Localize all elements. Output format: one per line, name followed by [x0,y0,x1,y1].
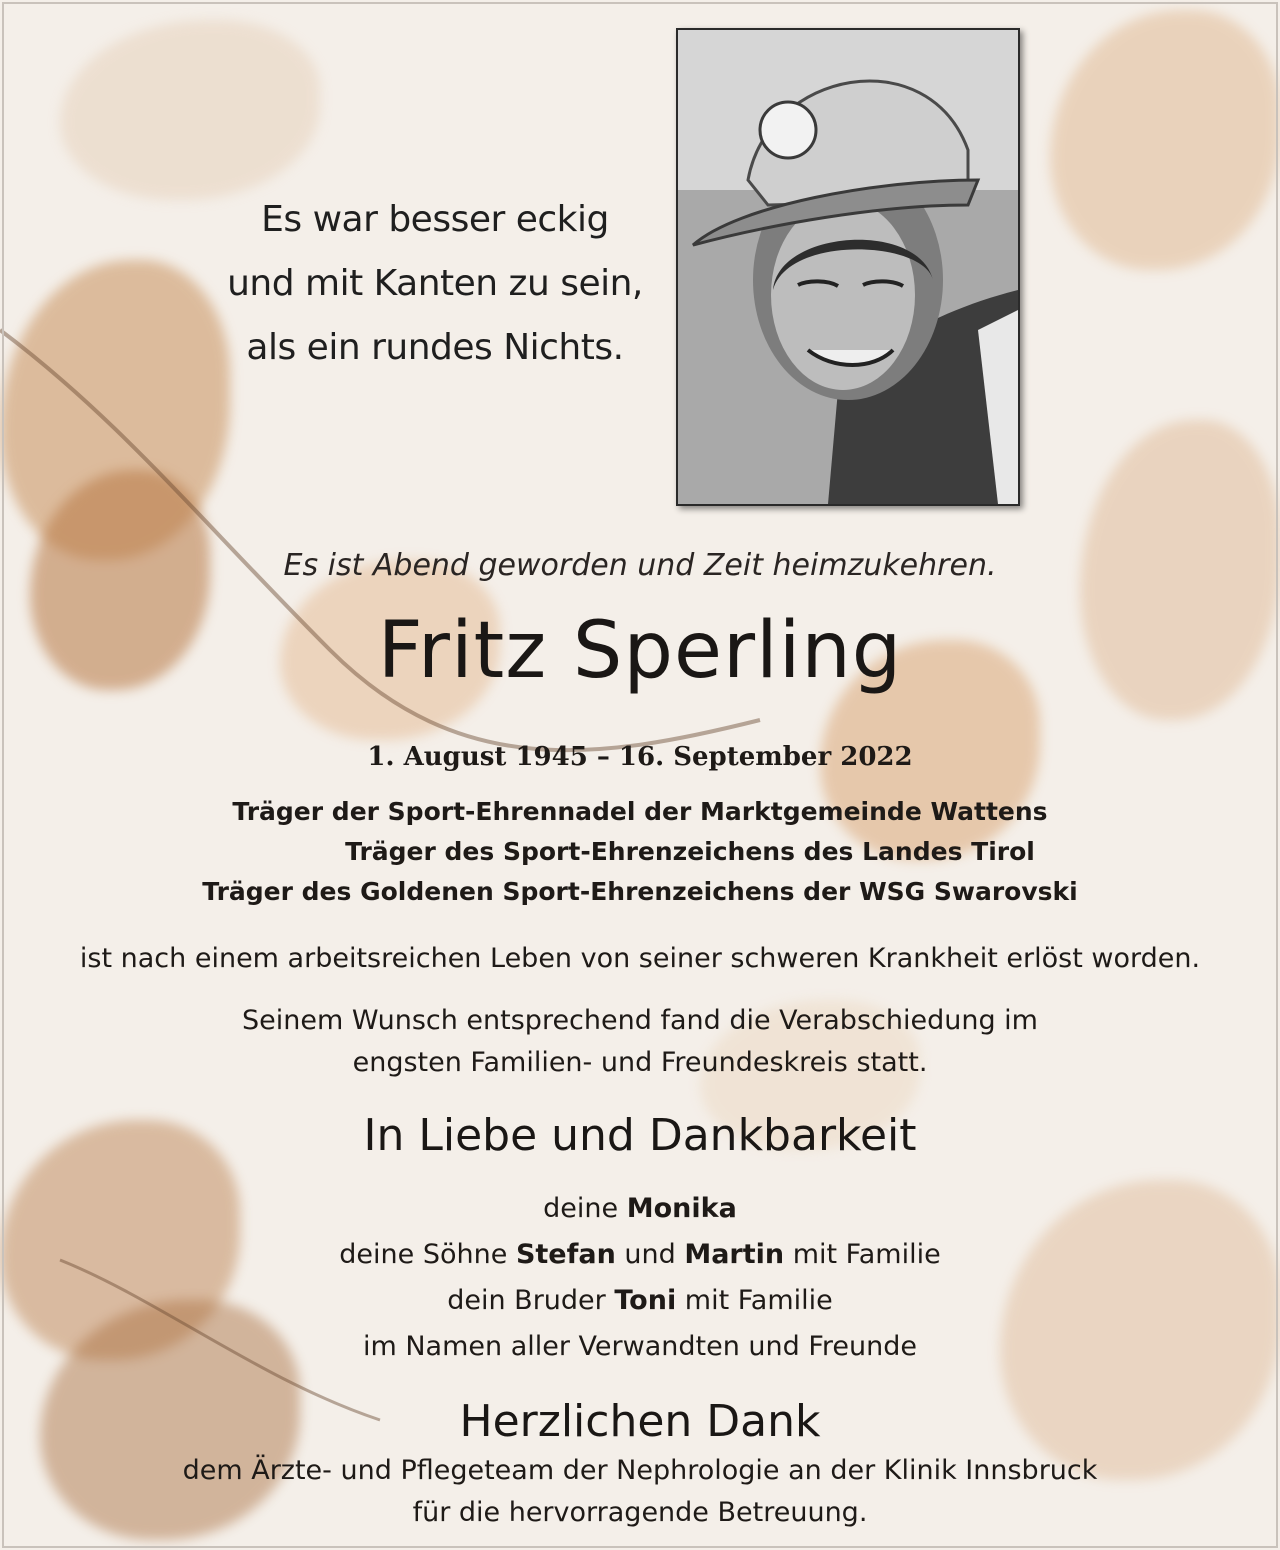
closing-heading: In Liebe und Dankbarkeit [363,1110,917,1161]
quote-line: und mit Kanten zu sein, [227,263,643,304]
honor-item: Träger der Sport-Ehrennadel der Marktgemeinde Wattens [232,797,1048,826]
thanks-heading: Herzlichen Dank [459,1396,821,1447]
farewell-line: engsten Familien- und Freundeskreis statt. [352,1047,928,1078]
honors-list [0,792,1280,912]
honor-item: Träger des Sport-Ehrenzeichens des Landes Tirol [345,837,1035,866]
mourner-line: im Namen aller Verwandten und Freunde [362,1331,918,1362]
body-text-line: ist nach einem arbeitsreichen Leben von seiner schweren Krankheit erlöst worden. [79,943,1201,974]
farewell-line: Seinem Wunsch entsprechend fand die Verabschiedung im [242,1005,1038,1036]
quote [200,188,670,380]
quote-line: als ein rundes Nichts. [246,327,624,368]
mourner-line: dein Bruder Toni mit Familie [447,1285,833,1316]
quote-line: Es war besser eckig [261,199,609,240]
deceased-name: Fritz Sperling [377,606,903,696]
life-dates: 1. August 1945 – 16. September 2022 [367,742,913,772]
farewell-text [0,1000,1280,1084]
body-text [0,938,1280,980]
thanks-text [0,1450,1280,1534]
portrait-image [678,30,1018,504]
mourner-line: deine Monika [543,1193,737,1224]
mourner-line: deine Söhne Stefan und Martin mit Familie [339,1239,941,1270]
mourners-list [0,1186,1280,1370]
thanks-line: dem Ärzte- und Pflegeteam der Nephrologie an der Klinik Innsbruck [182,1455,1098,1486]
portrait-photo [676,28,1020,506]
subtitle: Es ist Abend geworden und Zeit heimzukehren. [283,548,997,583]
honor-item: Träger des Goldenen Sport-Ehrenzeichens der WSG Swarovski [202,877,1078,906]
thanks-line: für die hervorragende Betreuung. [412,1497,868,1528]
